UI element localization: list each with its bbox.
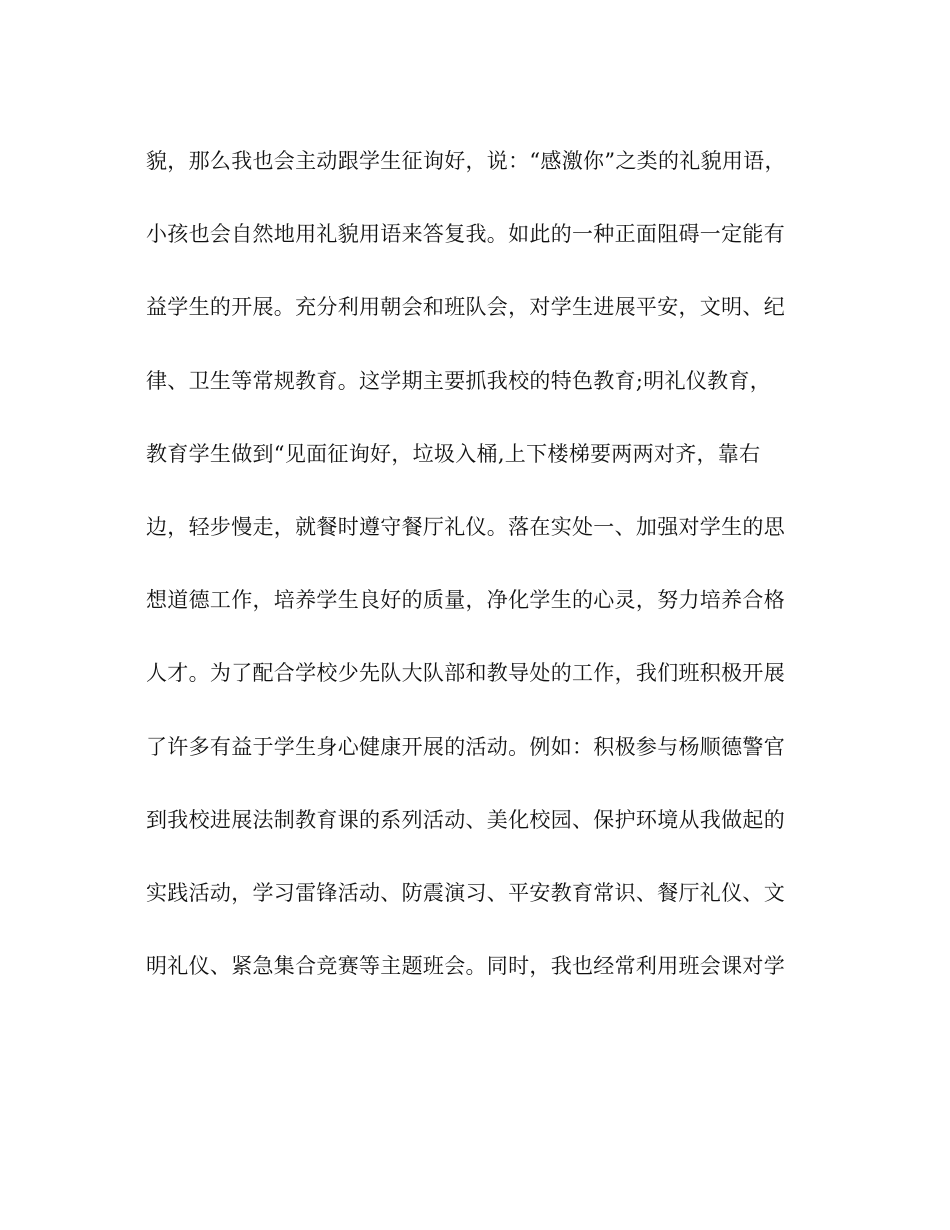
text-line-6: 边，轻步慢走，就餐时遵守餐厅礼仪。落在实处一、加强对学生的思 <box>146 514 785 539</box>
text-line-8: 人才。为了配合学校少先队大队部和教导处的工作，我们班积极开展 <box>146 661 785 686</box>
text-line-5: 教育学生做到“见面征询好，垃圾入桶,上下楼梯要两两对齐，靠右 <box>146 441 761 466</box>
text-line-2: 小孩也会自然地用礼貌用语来答复我。如此的一种正面阻碍一定能有 <box>146 222 785 247</box>
text-line-3: 益学生的开展。充分利用朝会和班队会，对学生进展平安，文明、纪 <box>146 295 785 320</box>
text-line-12: 明礼仪、紧急集合竞赛等主题班会。同时，我也经常利用班会课对学 <box>146 954 785 979</box>
text-line-11: 实践活动，学习雷锋活动、防震演习、平安教育常识、餐厅礼仪、文 <box>146 880 785 905</box>
text-line-7: 想道德工作，培养学生良好的质量，净化学生的心灵，努力培养合格 <box>146 588 785 613</box>
text-line-1: 貌，那么我也会主动跟学生征询好，说：“感激你”之类的礼貌用语， <box>146 149 786 173</box>
body-paragraph <box>146 136 816 1014</box>
text-line-9: 了许多有益于学生身心健康开展的活动。例如：积极参与杨顺德警官 <box>146 734 785 759</box>
text-line-4: 律、卫生等常规教育。这学期主要抓我校的特色教育;明礼仪教育， <box>146 368 772 393</box>
text-line-10: 到我校进展法制教育课的系列活动、美化校园、保护环境从我做起的 <box>146 807 785 832</box>
